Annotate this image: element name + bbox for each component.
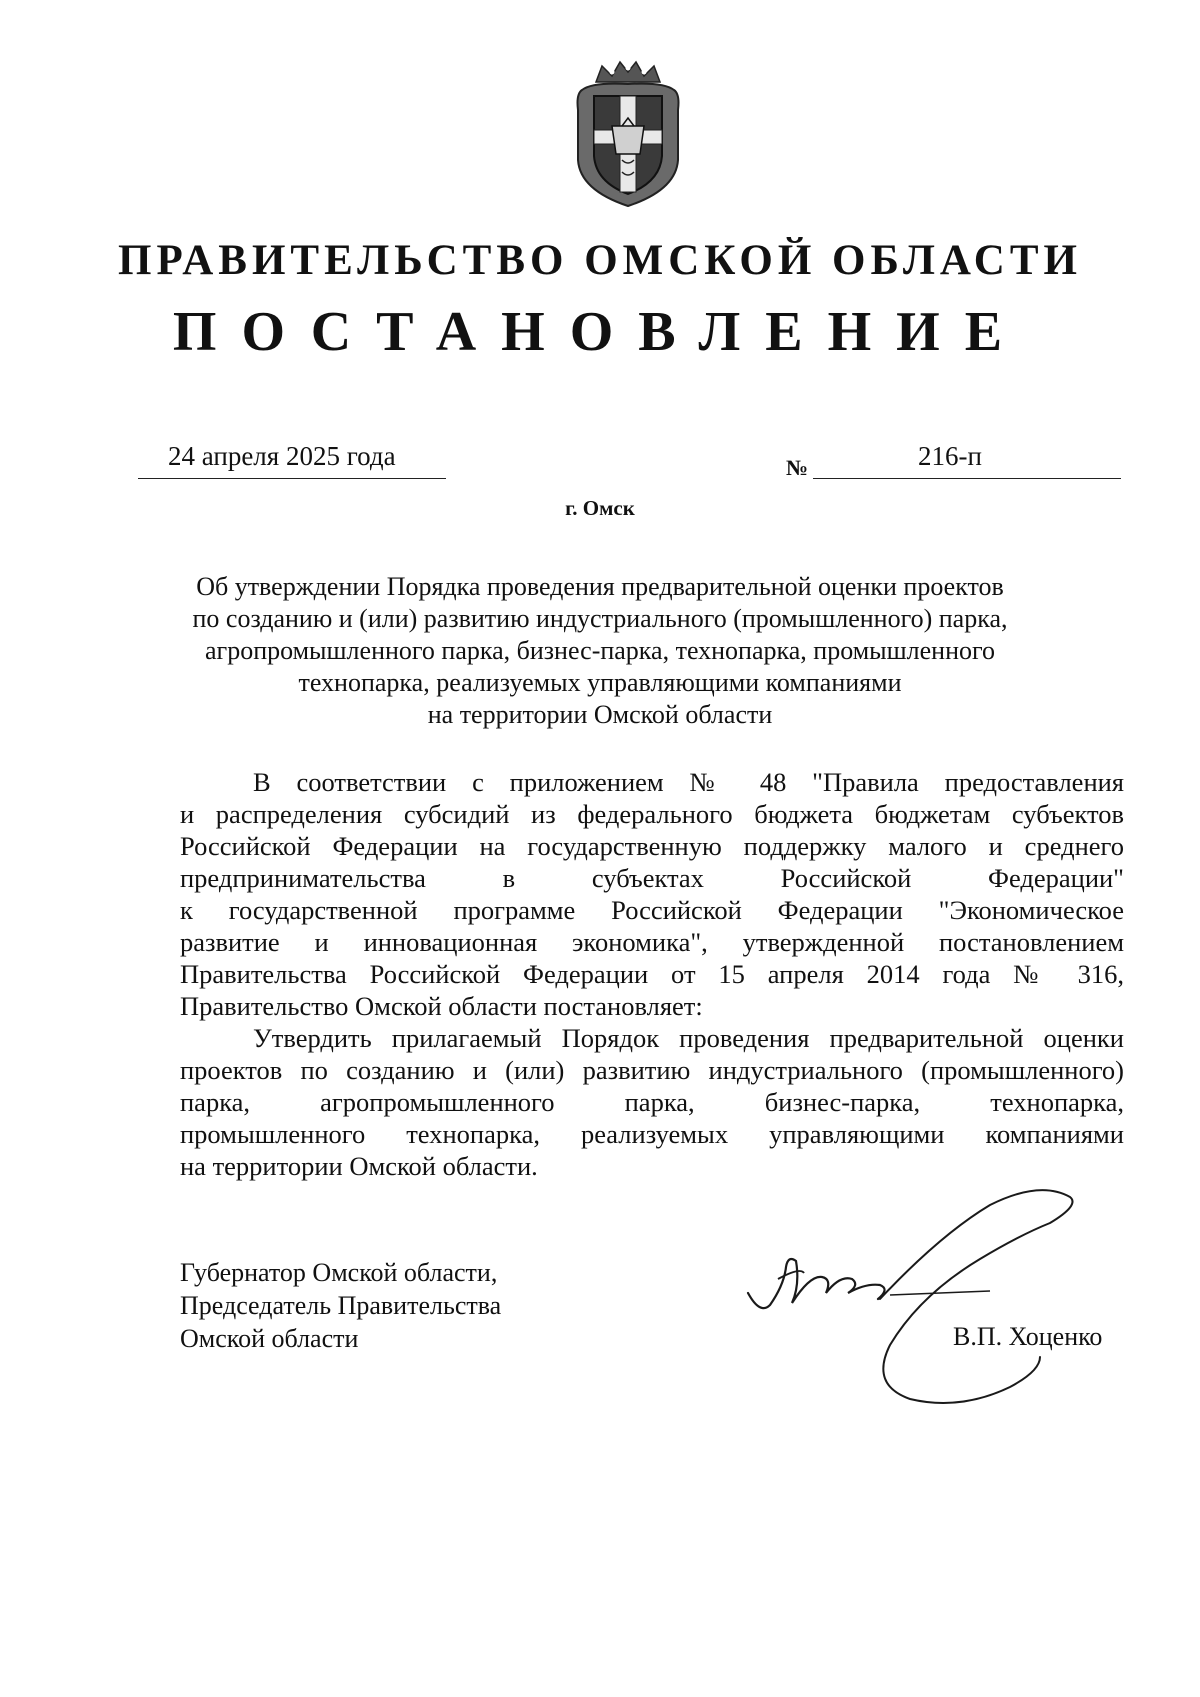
subject-line: агропромышленного парка, бизнес-парка, технопарка, промышленного bbox=[204, 636, 996, 665]
document-body bbox=[180, 766, 1124, 1182]
body-line: и распределения субсидий из федерального бюджета бюджетам субъектов bbox=[180, 799, 1124, 829]
document-number: 216-п bbox=[918, 441, 982, 471]
body-line: проектов по созданию и (или) развитию индустриального (промышленного) bbox=[180, 1055, 1124, 1085]
document-subject bbox=[150, 571, 1050, 731]
date-underline bbox=[138, 478, 446, 479]
paragraph-preamble bbox=[180, 766, 1124, 1022]
body-line: промышленного технопарка, реализуемых управляющими компаниями bbox=[180, 1119, 1124, 1149]
body-line: Российской Федерации на государственную поддержку малого и среднего bbox=[180, 831, 1124, 861]
document-type-title: ПОСТАНОВЛЕНИЕ bbox=[172, 301, 1028, 363]
organization-title: ПРАВИТЕЛЬСТВО ОМСКОЙ ОБЛАСТИ bbox=[118, 237, 1082, 284]
coat-of-arms-icon bbox=[568, 60, 688, 208]
body-line: В соответствии с приложением № 48 "Правила предоставления bbox=[253, 767, 1124, 797]
body-line: Правительства Российской Федерации от 15 апреля 2014 года № 316, bbox=[180, 959, 1124, 989]
signer-position-line: Председатель Правительства bbox=[180, 1291, 502, 1320]
subject-line: на территории Омской области bbox=[427, 700, 773, 729]
city-label: г. Омск bbox=[565, 496, 635, 520]
subject-line: по созданию и (или) развитию индустриального (промышленного) парка, bbox=[192, 604, 1008, 633]
body-line: Правительство Омской области постановляет: bbox=[180, 991, 703, 1021]
document-date: 24 апреля 2025 года bbox=[168, 441, 396, 471]
body-line: предпринимательства в субъектах Российской Федерации" bbox=[180, 863, 1124, 893]
number-label: № bbox=[786, 455, 809, 480]
subject-line: технопарка, реализуемых управляющими компаниями bbox=[298, 668, 902, 697]
handwritten-signature-icon bbox=[740, 1175, 1120, 1415]
subject-line: Об утверждении Порядка проведения предварительной оценки проектов bbox=[196, 572, 1004, 601]
number-underline bbox=[813, 478, 1121, 479]
signer-name: В.П. Хоценко bbox=[953, 1322, 1103, 1351]
body-line: на территории Омской области. bbox=[180, 1151, 538, 1181]
body-line: парка, агропромышленного парка, бизнес-парка, технопарка, bbox=[180, 1087, 1124, 1117]
signer-position-line: Омской области bbox=[180, 1324, 359, 1353]
body-line: развитие и инновационная экономика", утвержденной постановлением bbox=[180, 927, 1124, 957]
signer-position-line: Губернатор Омской области, bbox=[180, 1258, 498, 1287]
body-line: Утвердить прилагаемый Порядок проведения предварительной оценки bbox=[253, 1023, 1124, 1053]
signer-position bbox=[180, 1256, 501, 1355]
paragraph-resolution bbox=[180, 1022, 1124, 1182]
body-line: к государственной программе Российской Федерации "Экономическое bbox=[180, 895, 1124, 925]
